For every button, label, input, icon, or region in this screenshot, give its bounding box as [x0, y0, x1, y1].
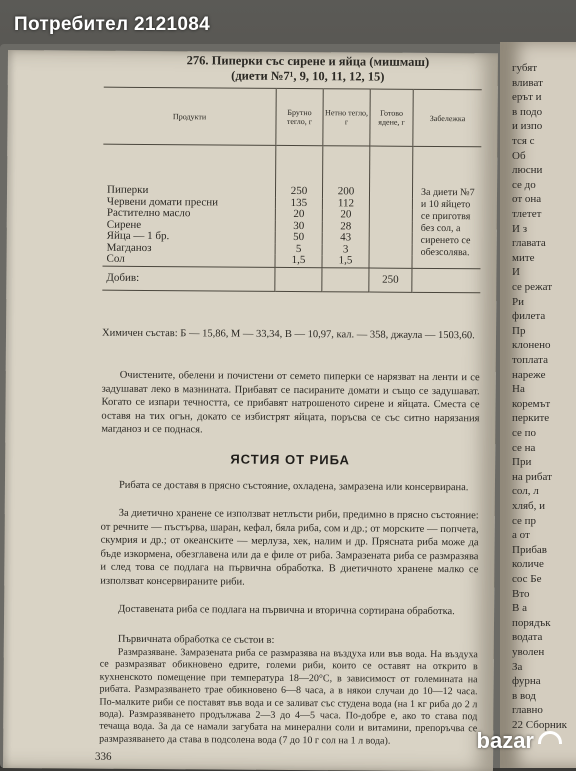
right-page-fragment: коремът	[512, 397, 551, 410]
cell-net: 1,5	[322, 255, 369, 267]
right-page-fragment: хляб, и	[512, 500, 546, 512]
right-page-fragment: В а	[512, 602, 527, 615]
cell-net: 3	[322, 244, 369, 256]
header-gross: Брутно тегло, г	[276, 88, 323, 145]
cell-net: 200	[322, 146, 369, 198]
chemical-composition: Химичен състав: Б — 15,86, М — 33,34, В — 10,97, кал. — 358, джаула — 1503,60.	[101, 327, 475, 342]
page-number: 336	[95, 750, 112, 763]
header-products: Продукти	[103, 87, 276, 145]
right-page-fragment: водата	[512, 631, 543, 644]
right-page-fragment: от она	[512, 193, 542, 206]
right-page-fragment: И з	[512, 222, 528, 235]
cell-gross: 250	[275, 145, 322, 197]
right-page-fragment: количе	[512, 558, 544, 571]
processing-intro: Първичната обработка се състои в:	[117, 633, 275, 646]
logo-hat-icon	[538, 731, 562, 744]
right-page-fragment: филета	[512, 310, 546, 323]
cell-gross: 20	[275, 209, 322, 221]
right-page-fragment: Ри	[512, 295, 525, 308]
right-page-fragment: нареже	[512, 368, 546, 381]
right-page-fragment: вливат	[512, 76, 543, 89]
cell-ready	[369, 244, 412, 256]
right-page-fragment: перките	[512, 412, 550, 425]
right-page-fragment: и изпо	[512, 120, 543, 133]
cell-gross: 5	[275, 243, 322, 255]
right-page-fragment: ерът и	[512, 91, 542, 104]
right-page-fragment: Вто	[512, 587, 530, 600]
cell-product: Сол	[106, 252, 125, 265]
right-page-fragment: главно	[512, 704, 543, 717]
cell-product: Магданоз	[106, 241, 152, 254]
right-page-fragment: мите	[512, 251, 535, 264]
right-page-fragment: се по	[512, 427, 537, 439]
yield-empty	[322, 267, 369, 292]
cell-product: Яйца — 1 бр.	[106, 229, 170, 243]
right-page-fragment: се до	[512, 178, 536, 191]
cell-net: 43	[322, 232, 369, 244]
cell-ready	[369, 146, 412, 198]
left-page	[3, 50, 498, 771]
thawing-paragraph: Размразяване. Замразената риба се размразява на въздуха или във вода. На въздуха се размразяват обикновено едрите, големи риби, които се оставят на открито в кухненското помещение при температура 18—20°С, в зависимост от големината на рибата. Размразяването трае обикновено 6—8 часа, а в някои случаи до 10—12 часа. По-малките риби се поставят във вода и се заливат със студена вода (на 1 кг риба до 2 л вода). Размразяването продължава 2—3 до 4—5 часа. По-добре е, ако то става под течаща вода. За да се намали загубата на минерални соли и витамини, препоръчва се размразяването да става в подсолена вода (7 до 10 г сол на 1 л вода).	[99, 646, 478, 747]
right-page-fragment: Пр	[512, 324, 526, 337]
right-page-fragment: на рибат	[512, 470, 552, 483]
yield-label: Добив:	[102, 266, 275, 292]
right-page-fragment: порядък	[512, 616, 551, 629]
right-page-fragment: тлетет	[512, 208, 542, 220]
cell-gross: 135	[275, 197, 322, 209]
right-page-fragment: При	[512, 456, 532, 469]
right-page-fragment: се на	[512, 441, 536, 454]
cell-net: 112	[322, 198, 369, 210]
right-page-fragment: И	[512, 266, 520, 279]
right-page-fragment: губят	[512, 62, 538, 74]
right-page-fragment: сол, л	[512, 485, 539, 498]
fish-paragraph-1: Рибата се доставя в прясно състояние, охладена, замразена или консервирана.	[118, 479, 469, 494]
yield-empty	[275, 267, 322, 292]
right-page-fragment: На	[512, 383, 525, 396]
cell-gross: 50	[275, 232, 322, 244]
right-page-fragment: 22 Сборник	[512, 719, 567, 731]
table-row	[103, 144, 481, 199]
cell-ready	[369, 256, 412, 268]
right-page-fragment: Прибав	[512, 543, 548, 556]
header-ready: Готово ядене, г	[370, 89, 413, 146]
right-page-fragment: топлата	[512, 354, 548, 366]
cell-ready	[369, 233, 412, 245]
right-page-fragment: Об	[512, 149, 526, 162]
right-page-fragment: фурна	[512, 675, 541, 688]
cell-product: Растително масло	[106, 206, 191, 220]
right-page-fragment: се режат	[512, 281, 553, 293]
bazar-logo	[477, 728, 562, 754]
right-page-fragment: люсни	[512, 164, 543, 177]
fish-paragraph-2: За диетично хранене се използват нетлъсти риби, предимно в прясно състояние: от речните — пъстърва, шаран, кефал, бяла риба, сом и др.; от морските — попчета, скумрия и др.; от океанските — мерлуза, хек, налим и др. Прясната риба може да бъде изкормена, обезглавена или да е филе от риба. Замразената риба се размразява и след това се подлага на първична обработка. В диетичното хранене малко се използват консервираните риби.	[100, 507, 479, 588]
cell-ready	[369, 198, 412, 210]
table-header-row	[103, 87, 481, 147]
right-page-fragment: За	[512, 660, 523, 673]
right-page-fragment: уволен	[512, 646, 545, 658]
recipe-title-line1: 276. Пиперки със сирене и яйца (мишмаш)	[186, 53, 430, 69]
cell-ready	[369, 221, 412, 233]
cell-product: Червени домати пресни	[106, 195, 219, 208]
right-page-fragment: в вод	[512, 689, 536, 702]
method-paragraph: Очистените, обелени и почистени от семето пиперки се нарязват на ленти и се задушават леко в мазнината. Прибавят се пасираните домати и също се задушават. Когато се изпари течността, се прибавят натрошеното сирене и яйцата. Сместа се оставя на тих огън, докато се избистрят яйцата, поръсва се със ситно нарязания магданоз и се поднася.	[101, 369, 480, 436]
cell-net: 28	[322, 221, 369, 233]
cell-net: 20	[322, 209, 369, 221]
section-title: ЯСТИЯ ОТ РИБА	[230, 451, 350, 468]
cell-note: За диети №7 и 10 яйцето се приготвя без сол, а сиренето се обезсолява.	[412, 146, 481, 268]
header-net: Нетно тегло, г	[323, 89, 370, 146]
right-page-fragment: сос Бе	[512, 573, 542, 585]
right-page-fragment: се пр	[512, 514, 537, 527]
logo-text: bazar	[476, 728, 534, 753]
cell-product: Пиперки	[106, 183, 149, 196]
recipe-title-line2: (диети №7¹, 9, 10, 11, 12, 15)	[231, 68, 385, 84]
yield-empty	[412, 268, 481, 293]
right-page	[500, 42, 576, 768]
recipe-title	[158, 53, 458, 85]
right-page-fragment: клонено	[512, 339, 551, 352]
cell-ready	[369, 210, 412, 222]
fish-paragraph-3: Доставената риба се подлага на първична и вторична сортирана обработка.	[118, 603, 455, 618]
yield-row	[102, 266, 480, 293]
header-note: Забележка	[413, 89, 482, 146]
cell-product: Сирене	[106, 218, 142, 231]
seller-watermark: Потребител 2121084	[14, 14, 211, 35]
yield-value: 250	[369, 268, 412, 293]
cell-gross: 1,5	[275, 255, 322, 267]
cell-gross: 30	[275, 220, 322, 232]
right-page-fragment: главата	[512, 237, 546, 250]
right-page-fragment: в подо	[512, 105, 543, 118]
right-page-fragment: тся с	[512, 135, 535, 147]
right-page-fragment: а от	[512, 529, 530, 542]
ingredients-table	[102, 87, 481, 294]
